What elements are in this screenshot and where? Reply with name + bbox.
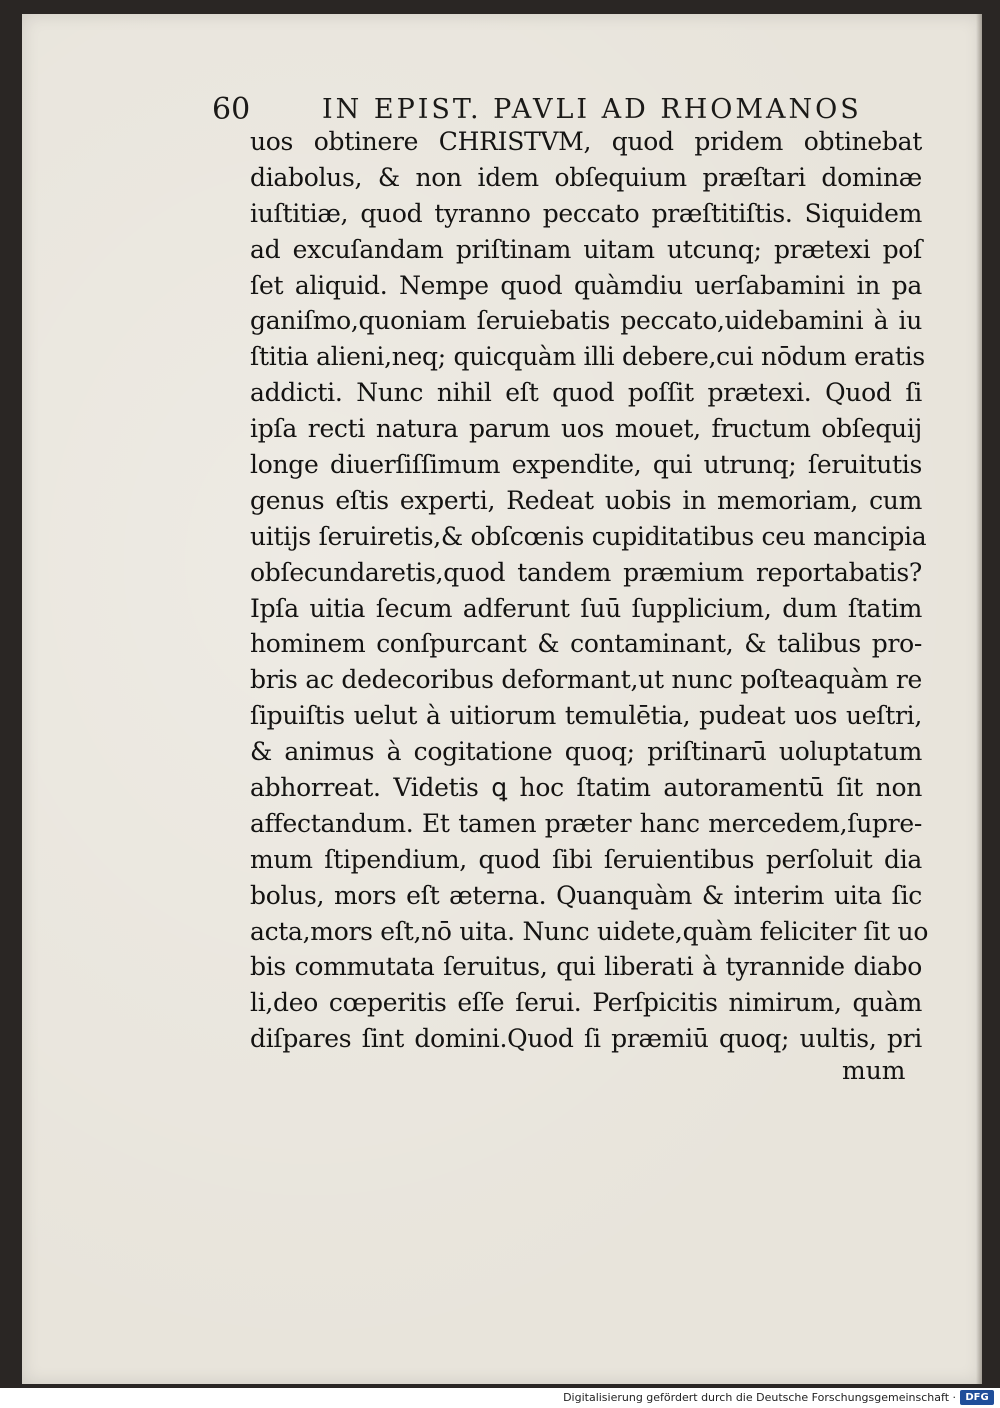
text-line: bis commutata ſeruitus, qui liberati à tyrannide diabo [250,952,922,982]
funding-credit: Digitalisierung gefördert durch die Deutsche Forschungsgemeinschaft · [563,1391,956,1404]
text-line: ſet aliquid. Nempe quod quàmdiu uerſabamini in pa [250,270,922,300]
footer-bar [0,1388,1000,1408]
text-line: li,deo cœperitis eſſe ſerui. Perſpicitis nimirum, quàm [250,988,922,1018]
body-text [250,124,929,1057]
text-line: diabolus, & non idem obſequium præſtari dominæ [250,162,922,192]
running-title: IN EPIST. PAVLI AD RHOMANOS [322,94,862,125]
text-line: acta,mors eſt,nō uita. Nunc uidete,quàm feliciter ſit uo [250,916,929,946]
page-edge-shadow [976,14,982,1384]
text-line: ganiſmo,quoniam ſeruiebatis peccato,uidebamini à iu [250,306,922,336]
text-line: ſipuiſtis uelut à uitiorum temulētia, pudeat uos ueſtri, [250,701,922,731]
catchword: mum [842,1056,906,1085]
text-line: uos obtinere CHRISTVM, quod pridem obtinebat [250,127,922,156]
text-line: obſecundaretis,quod tandem præmium reportabatis? [250,557,922,587]
text-line: iuſtitiæ, quod tyranno peccato præſtitiſtis. Siquidem [250,198,922,228]
text-line: bris ac dedecoribus deformant,ut nunc poſteaquàm re [250,665,922,695]
text-line: mum ſtipendium, quod ſibi ſeruientibus perſoluit dia [250,844,922,874]
text-line: diſpares ſint domini.Quod ſi præmiū quoq; uultis, pri [250,1024,922,1054]
text-line: hominem conſpurcant & contaminant, & talibus pro- [250,629,922,659]
text-line: uitijs ſeruiretis,& obſcœnis cupiditatibus ceu mancipia [250,521,927,551]
text-line: longe diuerſiſſimum expendite, qui utrunq; ſeruitutis [250,450,922,480]
page-number: 60 [212,92,251,127]
text-line: affectandum. Et tamen præter hanc mercedem,ſupre- [250,808,922,838]
dfg-logo: DFG [960,1390,994,1405]
text-line: abhorreat. Videtis ꝗ hoc ſtatim autoramentū ſit non [250,773,922,803]
book-page [22,14,982,1384]
text-line: genus eſtis experti, Redeat uobis in memoriam, cum [250,485,922,515]
text-line: & animus à cogitatione quoq; priſtinarū uoluptatum [250,737,922,767]
text-line: ipſa recti natura parum uos mouet, fructum obſequij [250,414,922,444]
text-line: bolus, mors eſt æterna. Quanquàm & interim uita ſic [250,880,922,910]
text-line: ad excuſandam priſtinam uitam utcunq; prætexi poſ [250,234,922,264]
text-line: Ipſa uitia ſecum adferunt ſuū ſupplicium, dum ſtatim [250,593,922,623]
text-line: ſtitia alieni,neq; quicquàm illi debere,cui nōdum eratis [250,342,925,372]
text-line: addicti. Nunc nihil eſt quod poſſit prætexi. Quod ſi [250,378,922,408]
